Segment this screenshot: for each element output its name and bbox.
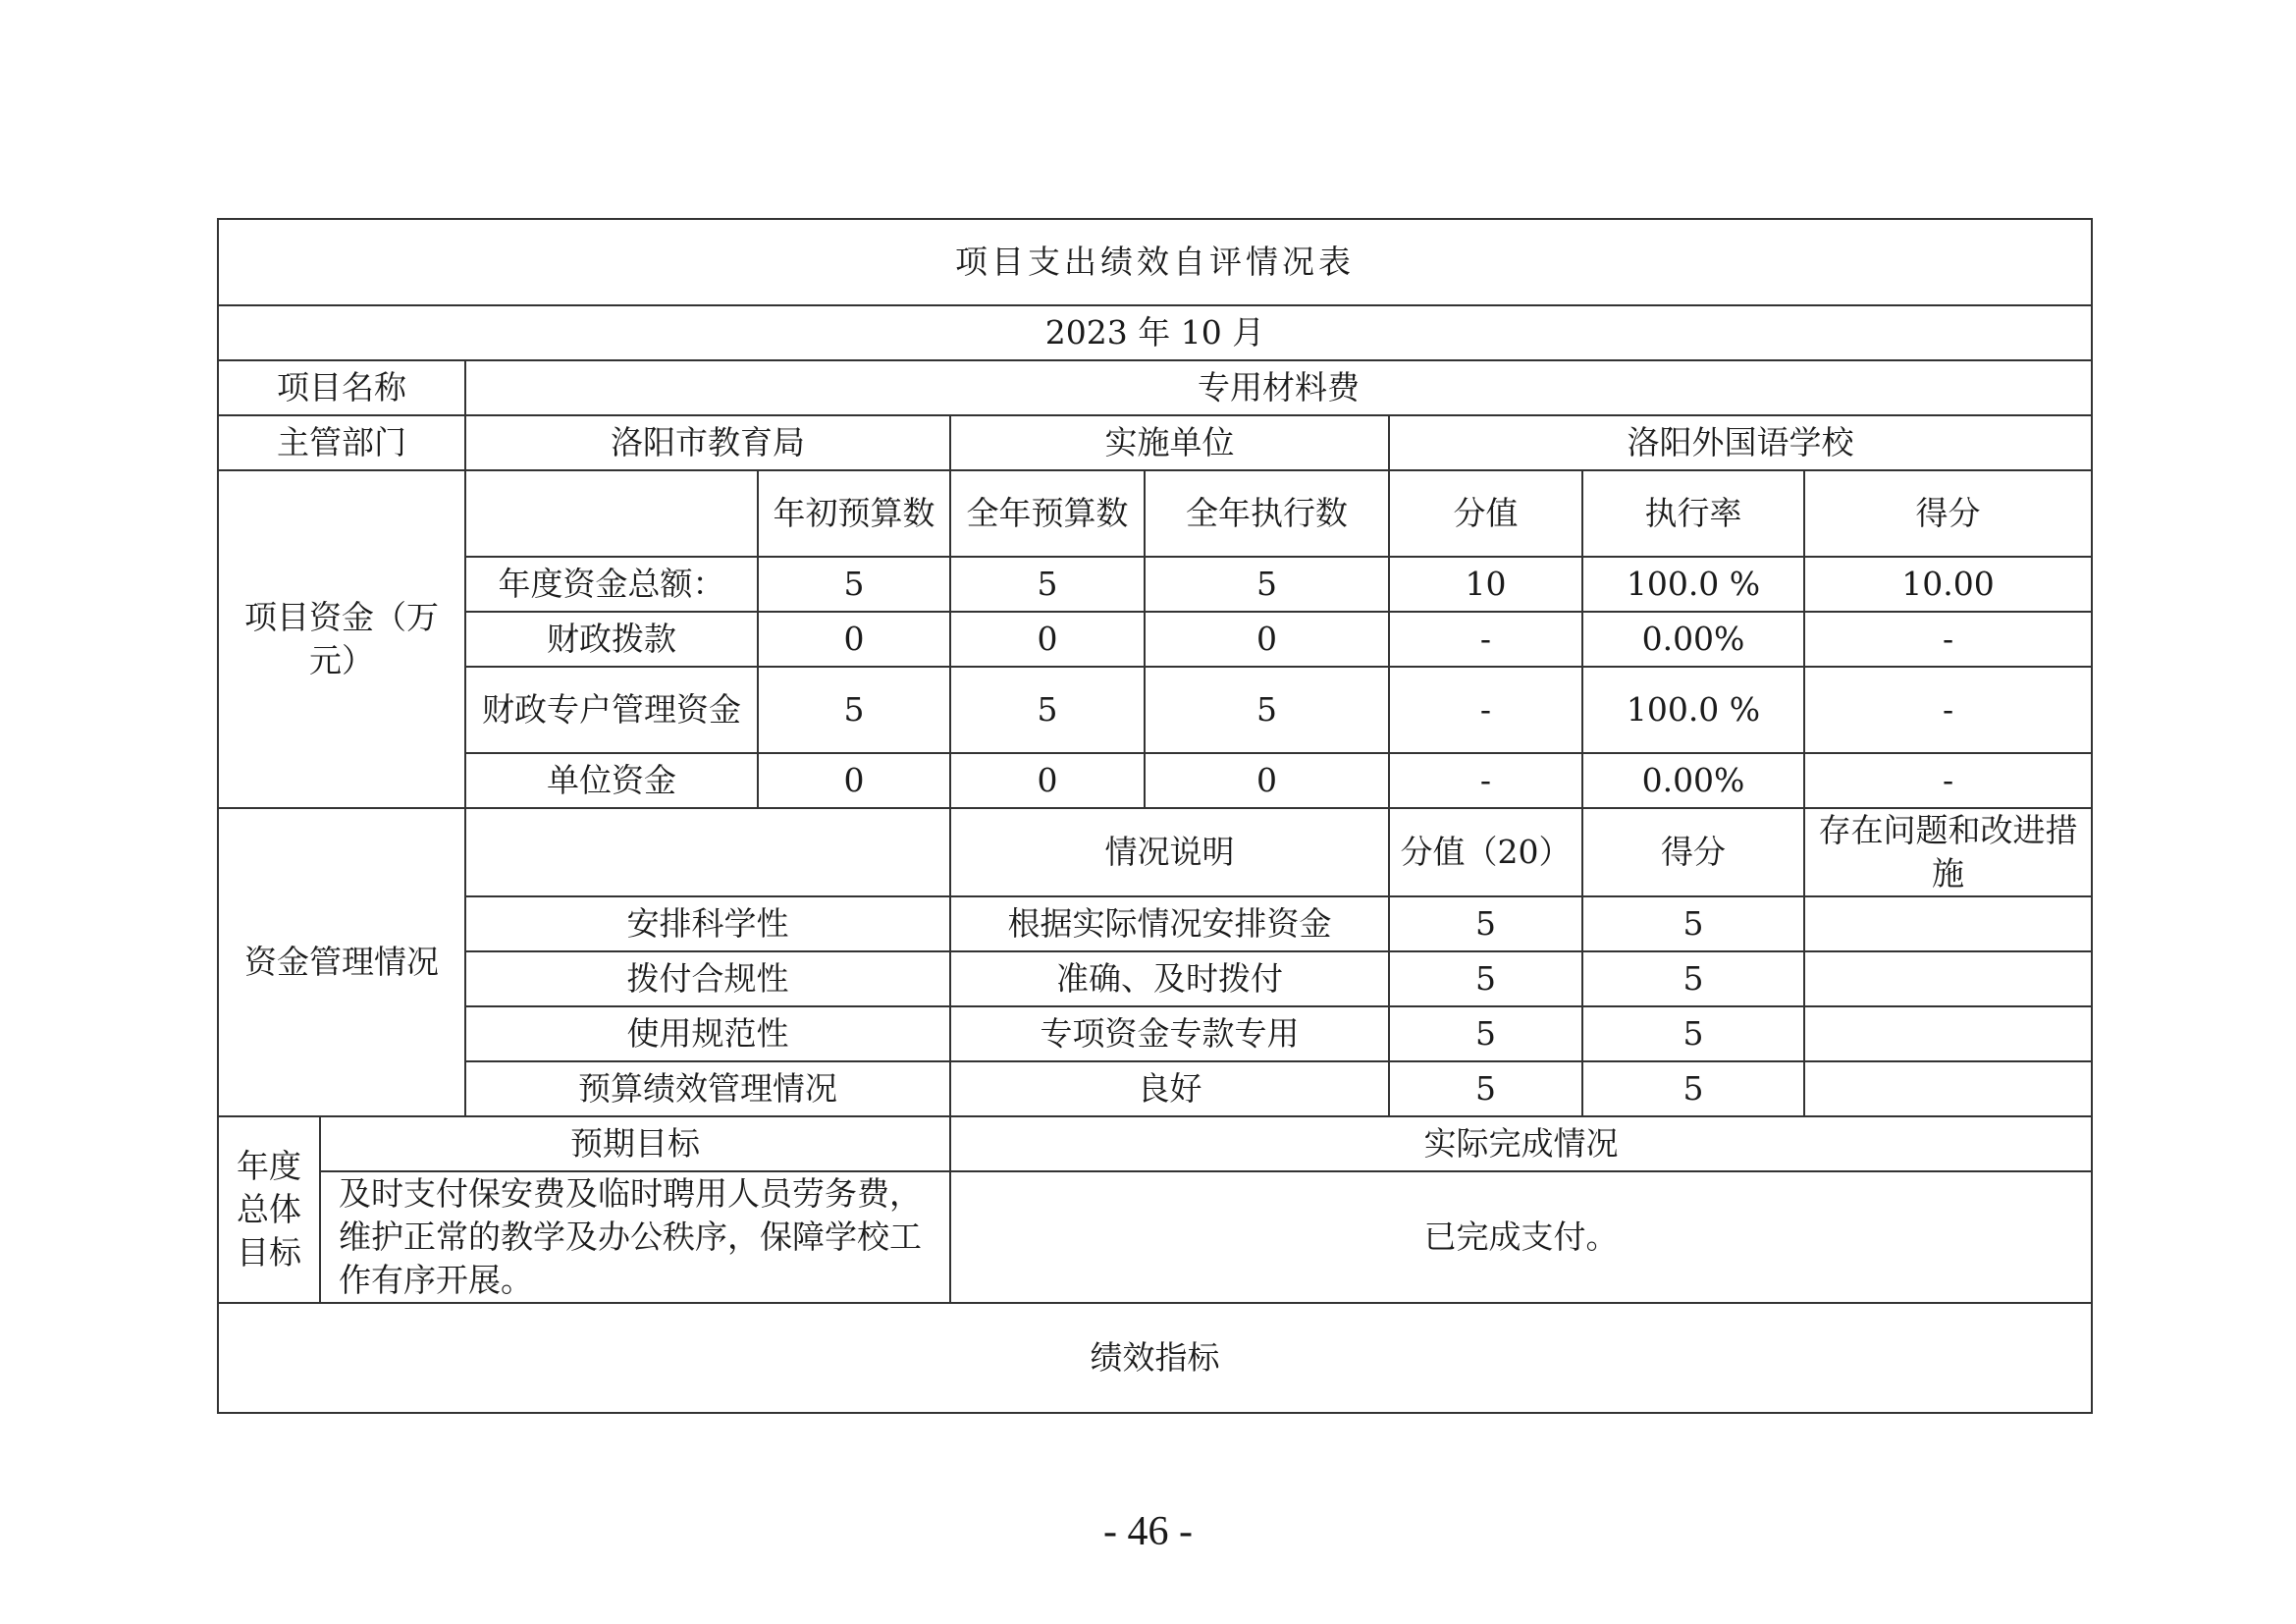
mgmt-row-score-value: 5 [1389,896,1582,951]
mgmt-row-issue [1804,951,2092,1006]
mgmt-header-desc: 情况说明 [950,808,1389,896]
mgmt-row-score: 5 [1582,951,1804,1006]
funds-row-rate: 0.00% [1582,612,1804,667]
funds-row-name: 财政专户管理资金 [465,667,758,753]
mgmt-header-score: 得分 [1582,808,1804,896]
dept-value: 洛阳市教育局 [465,415,950,470]
report-date: 2023 年 10 月 [218,305,2092,360]
funds-row-name: 财政拨款 [465,612,758,667]
mgmt-row-score: 5 [1582,896,1804,951]
mgmt-row [218,1061,2092,1116]
funds-header-blank [465,470,758,557]
funds-row-rate: 0.00% [1582,753,1804,808]
mgmt-row-score-value: 5 [1389,1061,1582,1116]
evaluation-table [217,218,2093,1414]
funds-row-score-value: - [1389,612,1582,667]
mgmt-row-item: 拨付合规性 [465,951,950,1006]
funds-row-annual: 0 [950,753,1145,808]
mgmt-row-issue [1804,1006,2092,1061]
mgmt-row-score-value: 5 [1389,951,1582,1006]
funds-row-initial: 5 [758,557,950,612]
mgmt-row [218,896,2092,951]
funds-row-name: 单位资金 [465,753,758,808]
page-number: - 46 - [1103,1509,1193,1554]
mgmt-header-score-value: 分值（20） [1389,808,1582,896]
funds-row-initial: 5 [758,667,950,753]
mgmt-row-desc: 准确、及时拨付 [950,951,1389,1006]
performance-evaluation-document [217,218,2091,1414]
funds-row-rate: 100.0 % [1582,667,1804,753]
mgmt-row-issue [1804,896,2092,951]
indicators-label: 绩效指标 [218,1303,2092,1413]
funds-header-score-value: 分值 [1389,470,1582,557]
dept-label: 主管部门 [218,415,465,470]
funds-row-score: - [1804,753,2092,808]
mgmt-header-blank [465,808,950,896]
mgmt-row [218,1006,2092,1061]
mgmt-row-issue [1804,1061,2092,1116]
mgmt-row-desc: 良好 [950,1061,1389,1116]
funds-header-annual: 全年预算数 [950,470,1145,557]
funds-row-annual: 5 [950,557,1145,612]
goals-actual-header: 实际完成情况 [950,1116,2092,1171]
funds-row [218,667,2092,753]
project-name-label: 项目名称 [218,360,465,415]
mgmt-row-desc: 根据实际情况安排资金 [950,896,1389,951]
mgmt-row-item: 预算绩效管理情况 [465,1061,950,1116]
mgmt-row-score-value: 5 [1389,1006,1582,1061]
funds-row-executed: 0 [1145,612,1389,667]
funds-row-executed: 5 [1145,557,1389,612]
funds-row-initial: 0 [758,612,950,667]
impl-unit-label: 实施单位 [950,415,1389,470]
mgmt-row-score: 5 [1582,1006,1804,1061]
funds-header-initial: 年初预算数 [758,470,950,557]
funds-row-score: 10.00 [1804,557,2092,612]
funds-row [218,753,2092,808]
table-title: 项目支出绩效自评情况表 [218,219,2092,305]
funds-row-score-value: 10 [1389,557,1582,612]
goals-actual-text: 已完成支付。 [950,1171,2092,1303]
mgmt-row-item: 使用规范性 [465,1006,950,1061]
funds-row-score: - [1804,667,2092,753]
funds-row-initial: 0 [758,753,950,808]
funds-header-executed: 全年执行数 [1145,470,1389,557]
funds-row-score: - [1804,612,2092,667]
funds-label: 项目资金（万元） [218,470,465,808]
goals-expected-header: 预期目标 [320,1116,950,1171]
funds-header-rate: 执行率 [1582,470,1804,557]
funds-row-rate: 100.0 % [1582,557,1804,612]
funds-header-score: 得分 [1804,470,2092,557]
goals-label: 年度总体目标 [218,1116,320,1303]
funds-row-score-value: - [1389,667,1582,753]
mgmt-row-score: 5 [1582,1061,1804,1116]
mgmt-row-desc: 专项资金专款专用 [950,1006,1389,1061]
funds-row-executed: 0 [1145,753,1389,808]
funds-row-score-value: - [1389,753,1582,808]
funds-row-executed: 5 [1145,667,1389,753]
funds-row-annual: 5 [950,667,1145,753]
funds-row [218,557,2092,612]
mgmt-label: 资金管理情况 [218,808,465,1116]
goals-expected-text: 及时支付保安费及临时聘用人员劳务费，维护正常的教学及办公秩序，保障学校工作有序开展。 [320,1171,950,1303]
funds-row-annual: 0 [950,612,1145,667]
funds-row-name: 年度资金总额： [465,557,758,612]
funds-row [218,612,2092,667]
mgmt-header-issue: 存在问题和改进措施 [1804,808,2092,896]
mgmt-row-item: 安排科学性 [465,896,950,951]
impl-unit-value: 洛阳外国语学校 [1389,415,2092,470]
project-name-value: 专用材料费 [465,360,2092,415]
mgmt-row [218,951,2092,1006]
